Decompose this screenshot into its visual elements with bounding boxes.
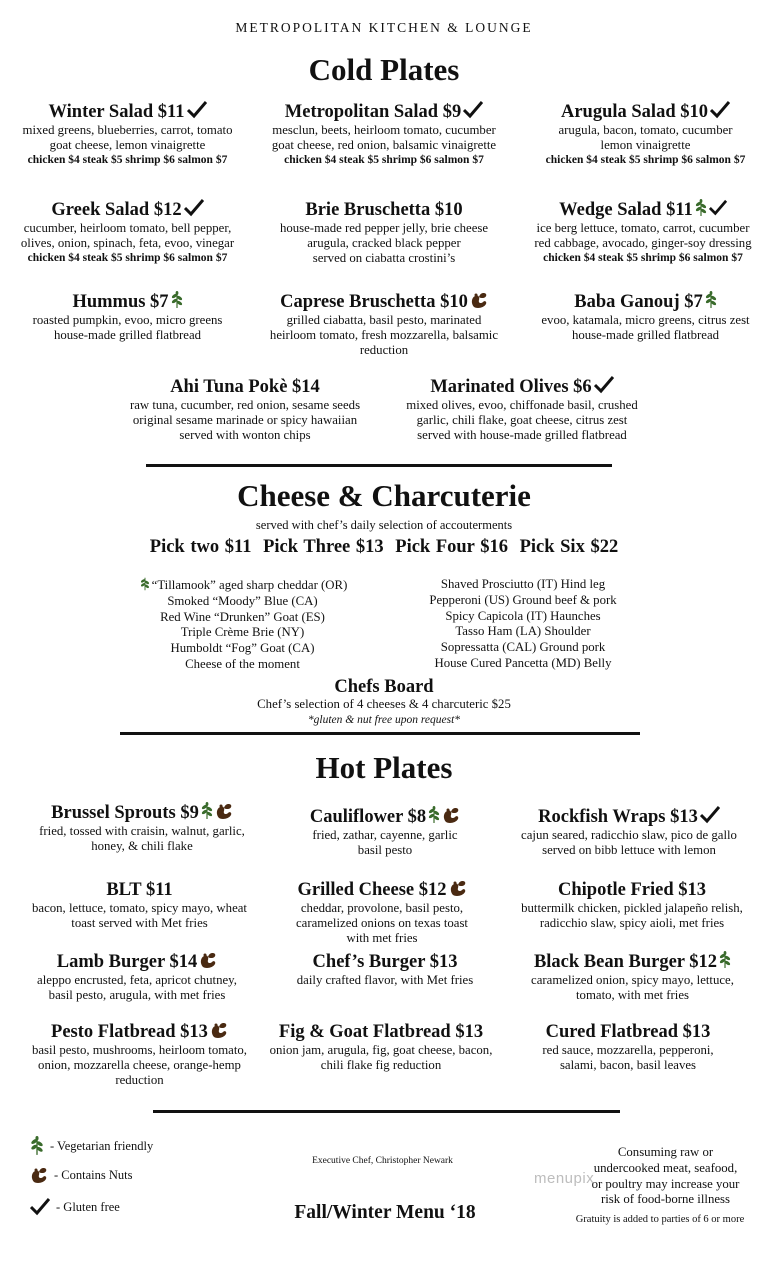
menu-item-chefs-burger [270, 951, 500, 988]
menu-item-lamb-burger [12, 951, 262, 1003]
pick-option: Pick Four $16 [395, 537, 508, 557]
menu-item-black-bean-burger [505, 951, 760, 1003]
item-name: Greek Salad $12 [51, 200, 182, 220]
cheese-list [110, 577, 375, 673]
item-description: caramelized onion, spicy mayo, lettuce, tomato, with met fries [531, 973, 734, 1003]
cheese-subtitle: served with chef’s daily selection of accouterments [255, 518, 513, 532]
charcuterie-list [412, 577, 634, 672]
item-description: cheddar, provolone, basil pesto, caramelized onions on texas toast with met fries [296, 901, 468, 946]
charcuterie-item: Pepperoni (US) Ground beef & pork [429, 592, 617, 607]
item-description: red sauce, mozzarella, pepperoni, salami, bacon, basil leaves [542, 1043, 714, 1073]
item-description: basil pesto, mushrooms, heirloom tomato, onion, mozzarella cheese, orange-hemp reduction [31, 1043, 248, 1088]
watermark-text: menupix [534, 1170, 595, 1187]
menu-item-hummus [5, 291, 250, 343]
item-name: Metropolitan Salad $9 [284, 102, 462, 122]
hot-plates-title: Hot Plates [315, 750, 453, 785]
nut-icon [199, 951, 217, 969]
item-description: onion jam, arugula, fig, goat cheese, bacon, chili flake fig reduction [269, 1043, 493, 1073]
item-name: Arugula Salad $10 [560, 102, 708, 122]
cheese-item: Cheese of the moment [185, 656, 300, 671]
item-name: Winter Salad $11 [48, 102, 185, 122]
nut-icon [215, 802, 233, 820]
cheese-item: Triple Crème Brie (NY) [180, 625, 305, 640]
leaf-icon [695, 199, 707, 217]
menu-season: Fall/Winter Menu ‘18 [294, 1202, 476, 1223]
gluten-free-icon [710, 101, 730, 119]
gluten-free-icon [709, 199, 727, 217]
item-name: Lamb Burger $14 [56, 952, 198, 972]
menu-item-arugula-salad [523, 101, 768, 168]
gratuity-note: Gratuity is added to parties of 6 or more [575, 1214, 745, 1225]
menu-item-metropolitan-salad [259, 101, 509, 168]
cold-plates-title: Cold Plates [308, 52, 460, 87]
charcuterie-item: House Cured Pancetta (MD) Belly [434, 655, 612, 670]
item-name: Wedge Salad $11 [559, 200, 693, 220]
legend-vegetarian [30, 1136, 153, 1156]
item-description: fried, zathar, cayenne, garlic basil pesto [312, 828, 458, 858]
item-description: evoo, katamala, micro greens, citrus zest house-made grilled flatbread [541, 313, 750, 343]
item-name: Chef’s Burger $13 [312, 952, 458, 972]
item-name: Hummus $7 [72, 292, 169, 312]
item-description: fried, tossed with craisin, walnut, garlic, honey, & chili flake [39, 824, 245, 854]
menu-item-wedge-salad [518, 199, 768, 266]
menu-item-blt [12, 879, 267, 931]
item-name: Grilled Cheese $12 [297, 880, 447, 900]
item-name: BLT $11 [106, 880, 173, 900]
chefs-board-note: *gluten & nut free upon request* [307, 714, 461, 726]
addons-text: chicken $4 steak $5 shrimp $6 salmon $7 [543, 252, 743, 265]
restaurant-name: METROPOLITAN KITCHEN & LOUNGE [235, 20, 533, 35]
cheese-item: “Tillamook” aged sharp cheddar (OR) [110, 577, 375, 594]
addons-text: chicken $4 steak $5 shrimp $6 salmon $7 [27, 252, 228, 265]
addons-text: chicken $4 steak $5 shrimp $6 salmon $7 [27, 154, 228, 167]
nut-icon [210, 1021, 228, 1039]
item-description: mixed olives, evoo, chiffonade basil, crushed garlic, chili flake, goat cheese, citrus zest served with house-made grilled flatbread [406, 398, 638, 443]
item-name: Brussel Sprouts $9 [51, 803, 199, 823]
leaf-icon [719, 951, 731, 969]
item-description: raw tuna, cucumber, red onion, sesame seeds original sesame marinade or spicy hawaiian served with wonton chips [129, 398, 361, 443]
item-description: buttermilk chicken, pickled jalapeño relish, radicchio slaw, spicy aioli, met fries [521, 901, 743, 931]
charcuterie-item: Tasso Ham (LA) Shoulder [455, 624, 591, 639]
menu-item-chipotle-fried [502, 879, 762, 931]
nut-icon [449, 879, 467, 897]
menu-item-ahi-tuna-poke [115, 376, 375, 444]
leaf-icon [201, 802, 213, 820]
item-description: daily crafted flavor, with Met fries [296, 973, 474, 987]
addons-text: chicken $4 steak $5 shrimp $6 salmon $7 [545, 154, 746, 167]
menu-item-caprese-bruschetta [259, 291, 509, 359]
section-divider [120, 732, 640, 735]
menu-item-grilled-cheese [263, 879, 501, 947]
charcuterie-item: Spicy Capicola (IT) Haunches [445, 608, 601, 623]
menu-item-rockfish-wraps [498, 806, 760, 858]
legend-label: - Contains Nuts [54, 1167, 133, 1182]
item-description: grilled ciabatta, basil pesto, marinated heirloom tomato, fresh mozzarella, balsamic reduction [269, 313, 499, 358]
nut-icon [442, 806, 460, 824]
item-description: house-made red pepper jelly, brie cheese arugula, cracked black pepper served on ciabatta crostini’s [279, 221, 489, 266]
pick-option: Pick two $11 [149, 537, 252, 557]
menu-item-winter-salad [5, 101, 250, 168]
gluten-free-icon [184, 199, 204, 217]
gluten-free-icon [463, 101, 483, 119]
item-description: bacon, lettuce, tomato, spicy mayo, wheat toast served with Met fries [32, 901, 247, 931]
item-name: Ahi Tuna Pokè $14 [170, 377, 320, 397]
item-name: Chipotle Fried $13 [558, 880, 706, 900]
leaf-icon [705, 291, 717, 309]
item-name: Fig & Goat Flatbread $13 [278, 1022, 484, 1042]
cheese-charcuterie-title: Cheese & Charcuterie [237, 478, 531, 513]
item-description: cucumber, heirloom tomato, bell pepper, olives, onion, spinach, feta, evoo, vinegar [20, 221, 235, 251]
legend-label: - Vegetarian friendly [50, 1138, 154, 1153]
chefs-board-description: Chef’s selection of 4 cheeses & 4 charcuteric $25 [257, 697, 511, 711]
item-description: cajun seared, radicchio slaw, pico de gallo served on bibb lettuce with lemon [521, 828, 737, 858]
section-divider [153, 1110, 620, 1113]
item-name: Cauliflower $8 [309, 807, 427, 827]
menu-item-brie-bruschetta [259, 199, 509, 267]
menu-item-cured-flatbread [508, 1021, 748, 1073]
consumption-warning: Consuming raw or undercooked meat, seafood, or poultry may increase your risk of food-borne illness [591, 1145, 740, 1207]
legend-nuts [30, 1166, 132, 1184]
executive-chef: Executive Chef, Christopher Newark [312, 1156, 453, 1166]
item-name: Cured Flatbread $13 [545, 1022, 711, 1042]
item-description: mesclun, beets, heirloom tomato, cucumber goat cheese, red onion, balsamic vinaigrette [271, 123, 497, 153]
gluten-free-icon [30, 1198, 50, 1216]
cheese-item: Humboldt “Fog” Goat (CA) [170, 641, 315, 656]
pick-option: Pick Three $13 [263, 537, 384, 557]
item-description: aleppo encrusted, feta, apricot chutney, basil pesto, arugula, with met fries [37, 973, 237, 1003]
item-name: Rockfish Wraps $13 [538, 807, 698, 827]
item-description: arugula, bacon, tomato, cucumber lemon vinaigrette [558, 123, 733, 153]
gluten-free-icon [700, 806, 720, 824]
item-description: mixed greens, blueberries, carrot, tomato goat cheese, lemon vinaigrette [22, 123, 233, 153]
menu-item-pesto-flatbread [12, 1021, 267, 1089]
chefs-board-title: Chefs Board [334, 677, 434, 697]
menu-item-greek-salad [5, 199, 250, 266]
item-name: Brie Bruschetta $10 [305, 200, 463, 220]
menu-item-brussel-sprouts [12, 802, 272, 854]
leaf-icon [30, 1136, 44, 1156]
pick-option: Pick Six $22 [519, 537, 619, 557]
item-name: Marinated Olives $6 [430, 377, 592, 397]
leaf-icon [140, 577, 150, 591]
cheese-item: Smoked “Moody” Blue (CA) [167, 593, 318, 608]
nut-icon [30, 1166, 48, 1184]
item-description: ice berg lettuce, tomato, carrot, cucumber red cabbage, avocado, ginger-soy dressing [534, 221, 752, 251]
menu-item-fig-goat-flatbread [263, 1021, 499, 1073]
nut-icon [470, 291, 488, 309]
item-name: Caprese Bruschetta $10 [280, 292, 468, 312]
item-name: Black Bean Burger $12 [533, 952, 718, 972]
cheese-item: Red Wine “Drunken” Goat (ES) [160, 609, 325, 624]
menu-item-cauliflower [280, 806, 490, 858]
item-name: Baba Ganouj $7 [574, 292, 703, 312]
menu-item-baba-ganouj [523, 291, 768, 343]
charcuterie-item: Sopressatta (CAL) Ground pork [440, 640, 606, 655]
pick-options [0, 537, 768, 558]
legend-label: - Gluten free [56, 1199, 120, 1214]
item-name: Pesto Flatbread $13 [51, 1022, 208, 1042]
addons-text: chicken $4 steak $5 shrimp $6 salmon $7 [284, 154, 484, 167]
gluten-free-icon [594, 376, 614, 394]
legend-gluten-free [30, 1198, 120, 1216]
gluten-free-icon [187, 101, 207, 119]
menu-item-marinated-olives [392, 376, 652, 444]
leaf-icon [171, 291, 183, 309]
charcuterie-item: Shaved Prosciutto (IT) Hind leg [440, 577, 606, 591]
leaf-icon [428, 806, 440, 824]
section-divider [146, 464, 612, 467]
item-description: roasted pumpkin, evoo, micro greens house-made grilled flatbread [32, 313, 223, 343]
